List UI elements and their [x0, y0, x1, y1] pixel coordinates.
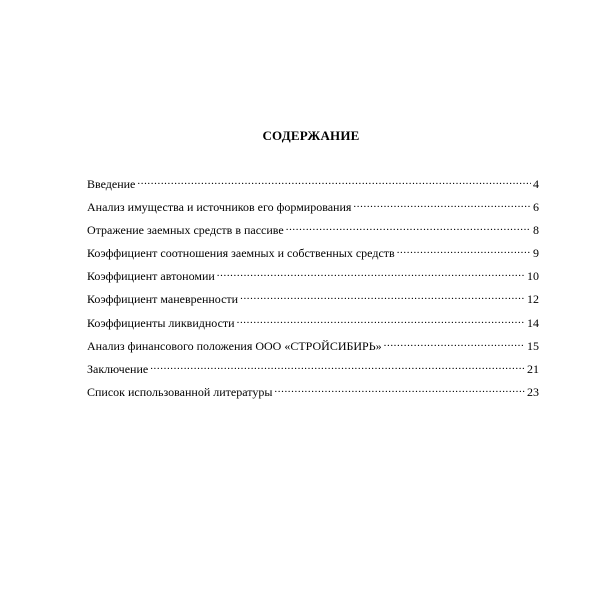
- toc-entry: [87, 266, 539, 289]
- toc-entry-label: Коэффициент маневренности: [87, 292, 239, 307]
- toc-entry-label: Коэффициент соотношения заемных и собственных средств: [87, 246, 395, 261]
- toc-entry: [87, 382, 539, 405]
- toc-entry-page: 8: [533, 223, 539, 238]
- toc-entry: [87, 359, 539, 382]
- toc-dot-leader: [237, 313, 525, 327]
- toc-entry: [87, 313, 539, 336]
- toc-entry-label: Коэффициенты ликвидности: [87, 315, 235, 330]
- toc-entry-label: Введение: [87, 177, 136, 191]
- toc-entry: [87, 289, 539, 312]
- toc-dot-leader: [353, 197, 531, 211]
- toc-entry-page: 14: [527, 315, 539, 330]
- toc-entry-page: 12: [527, 292, 539, 307]
- toc-entry-label: Отражение заемных средств в пассиве: [87, 223, 284, 238]
- toc-entry-label: Анализ финансового положения ООО «СТРОЙСИБИРЬ»: [87, 338, 382, 353]
- toc-entry-label: Коэффициент автономии: [87, 269, 215, 284]
- toc-dot-leader: [397, 243, 531, 257]
- table-of-contents: [87, 174, 539, 405]
- toc-entry: [87, 197, 539, 220]
- toc-dot-leader: [217, 266, 525, 280]
- toc-dot-leader: [384, 336, 525, 350]
- toc-entry: [87, 243, 539, 266]
- toc-entry: [87, 336, 539, 359]
- toc-entry-page: 4: [533, 177, 539, 191]
- toc-entry-page: 9: [533, 246, 539, 261]
- toc-entry-page: 15: [527, 338, 539, 353]
- toc-entry-page: 10: [527, 269, 539, 284]
- toc-dot-leader: [137, 174, 531, 188]
- toc-dot-leader: [286, 220, 531, 234]
- toc-dot-leader: [150, 359, 525, 373]
- toc-entry-label: Анализ имущества и источников его формирования: [87, 200, 352, 215]
- toc-entry-page: 6: [533, 200, 539, 215]
- toc-entry-label: Заключение: [87, 361, 149, 376]
- toc-dot-leader: [240, 289, 525, 303]
- toc-entry-page: 23: [527, 384, 539, 399]
- toc-entry-page: 21: [527, 361, 539, 376]
- toc-entry-label: Список использованной литературы: [87, 384, 273, 399]
- toc-dot-leader: [274, 382, 525, 396]
- toc-entry: [87, 174, 539, 197]
- toc-entry: [87, 220, 539, 243]
- toc-title: СОДЕРЖАНИЕ: [262, 128, 360, 143]
